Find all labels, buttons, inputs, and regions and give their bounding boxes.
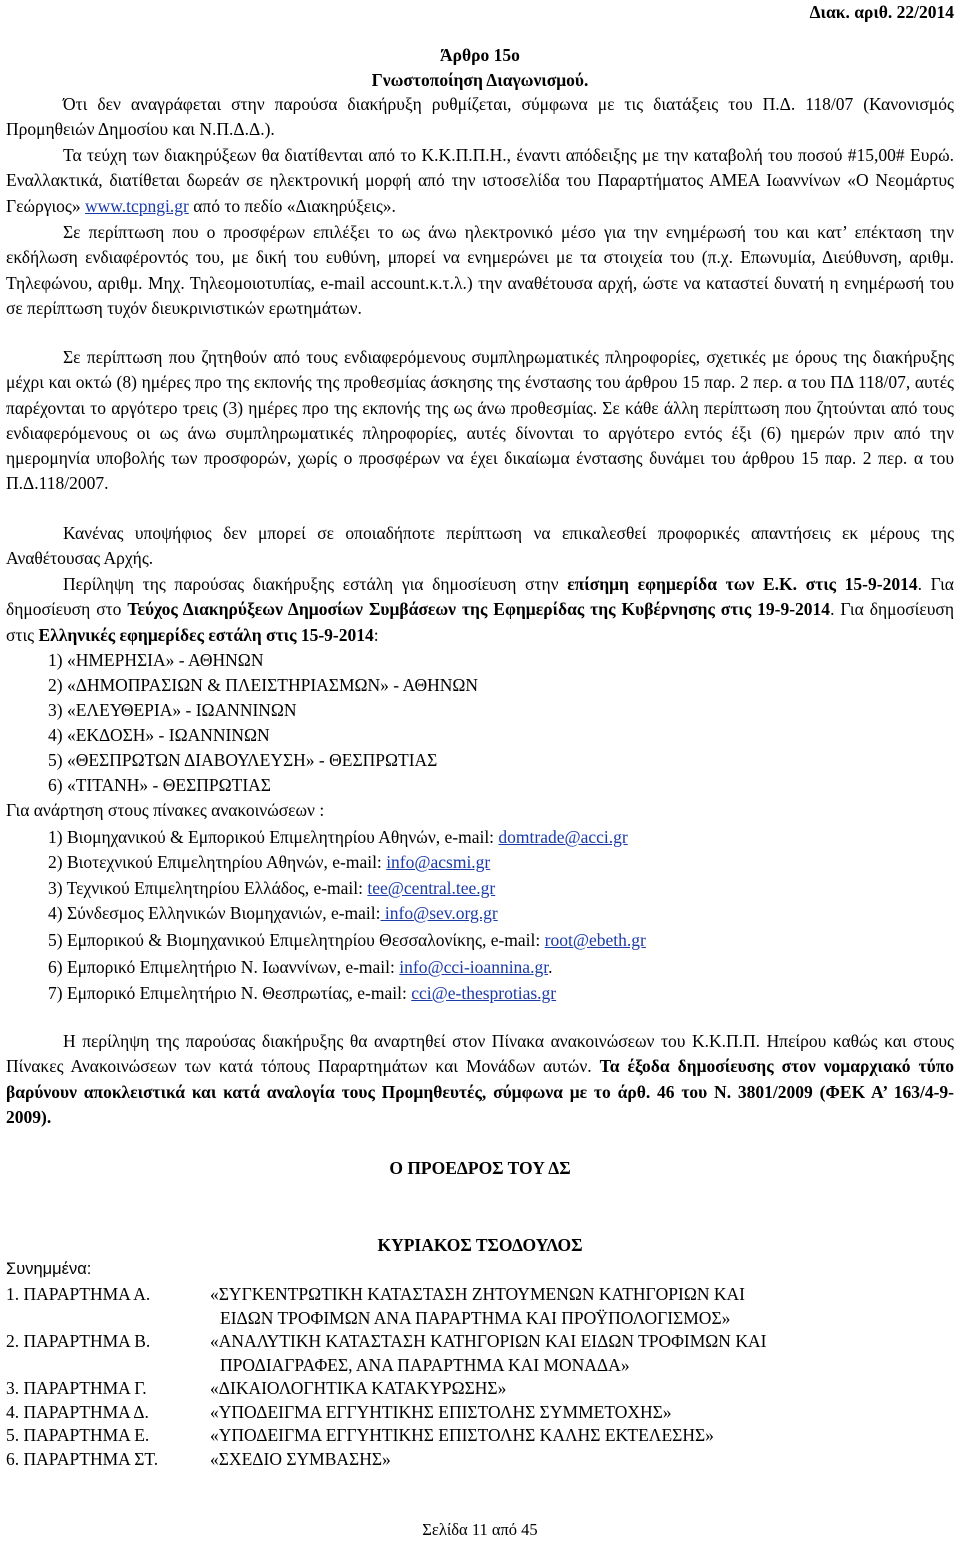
email-link[interactable]: info@acsmi.gr: [386, 852, 491, 872]
list-item: 2. ΠΑΡΑΡΤΗΜΑ Β. «ΑΝΑΛΥΤΙΚΗ ΚΑΤΑΣΤΑΣΗ ΚΑΤΗΓΟΡΙΩΝ ΚΑΙ ΕΙΔΩΝ ΤΡΟΦΙΜΩΝ ΚΑΙ ΠΡΟΔΙΑΓΡΑΦΕΣ, ΑΝΑ ΠΑΡΑΡΤΗΜΑ ΚΑΙ ΜΟΝΑΔΑ»: [6, 1331, 767, 1375]
paragraph-posting: Η περίληψη της παρούσας διακήρυξης θα αναρτηθεί στον Πίνακα ανακοινώσεων του Κ.Κ.Π.Π. Ηπείρου καθώς και στους Πίνακες Ανακοινώσεων των κατά τόπους Παραρτημάτων και Μονάδων αυτών. Τα έξοδα δημοσίευσης στον νομαρχιακό τύπο βαρύνουν αποκλειστικά και κατά αναλογία τους Προμηθευτές, σύμφωνα με το άρθ. 46 του Ν. 3801/2009 (ΦΕΚ Α’ 163/4-9-2009).: [6, 1031, 955, 1127]
list-item: 1) «ΗΜΕΡΗΣΙΑ» - ΑΘΗΝΩΝ: [48, 650, 264, 670]
email-link[interactable]: root@ebeth.gr: [544, 930, 646, 950]
paragraph-electronic: Σε περίπτωση που ο προσφέρων επιλέξει το ως άνω ηλεκτρονικό μέσο για την ενημέρωσή του και κατ’ επέκταση την εκδήλωση ενδιαφέροντός του, με δική του ευθύνη, μπορεί να ενημερώνει με τα στοιχεία του (π.χ. Επωνυμία, Διεύθυνση, αριθμ. Τηλεφώνου, αριθμ. Μηχ. Τηλεομοιοτυπίας, e-mail account.κ.τ.λ.) την αναθέτουσα αρχή, ώστε να καταστεί δυνατή η ενημέρωσή του σε περίπτωση τυχόν διευκρινιστικών ερωτημάτων.: [6, 222, 954, 318]
list-item: 3. ΠΑΡΑΡΤΗΜΑ Γ. «ΔΙΚΑΙΟΛΟΓΗΤΙΚΑ ΚΑΤΑΚΥΡΩΣΗΣ»: [6, 1378, 507, 1398]
list-item: 5. ΠΑΡΑΡΤΗΜΑ Ε. «ΥΠΟΔΕΙΓΜΑ ΕΓΓΥΗΤΙΚΗΣ ΕΠΙΣΤΟΛΗΣ ΚΑΛΗΣ ΕΚΤΕΛΕΣΗΣ»: [6, 1425, 714, 1445]
list-item: 6) Εμπορικό Επιμελητήριο Ν. Ιωαννίνων, e-mail: info@cci-ioannina.gr.: [48, 957, 553, 977]
paragraph-clarifications: Σε περίπτωση που ζητηθούν από τους ενδιαφερόμενους συμπληρωματικές πληροφορίες, σχετικές με όρους της διακήρυξης μέχρι και οκτώ (8) ημέρες προ της εκπονής της προθεσμίας άσκησης της ένστασης του άρθρου 15 παρ. 2 περ. α του ΠΔ 118/07, αυτές παρέχονται το αργότερο τρεις (3) ημέρες προ της εκπονής της ως άνω προθεσμίας. Σε κάθε άλλη περίπτωση που ζητούνται από τους ενδιαφερόμενους οι ως άνω συμπληρωματικές πληροφορίες, αυτές δίνονται το αργότερο εντός έξι (6) ημερών πριν από την ημερομηνία υποβολής των προσφορών, χωρίς ο προσφέρων να έχει δικαίωμα ένστασης δυνάμει του άρθρου 15 παρ. 2 περ. α του Π.Δ.118/2007.: [6, 347, 954, 494]
paragraph-documents: Τα τεύχη των διακηρύξεων θα διατίθενται από το Κ.Κ.Π.Π.Η., έναντι απόδειξης με την καταβολή του ποσού #15,00# Ευρώ. Εναλλακτικά, διατίθεται δωρεάν σε ηλεκτρονική μορφή από την ιστοσελίδα του Παραρτήματος ΑΜΕΑ Ιωαννίνων «Ο Νεομάρτυς Γεώργιος» www.tcpngi.gr από το πεδίο «Διακηρύξεις».: [6, 145, 954, 216]
article-title: Άρθρο 15ο: [440, 45, 520, 65]
list-item: 6. ΠΑΡΑΡΤΗΜΑ ΣΤ. «ΣΧΕΔΙΟ ΣΥΜΒΑΣΗΣ»: [6, 1448, 391, 1469]
list-item: 3) «ΕΛΕΥΘΕΡΙΑ» - ΙΩΑΝΝΙΝΩΝ: [48, 700, 297, 720]
email-link[interactable]: domtrade@acci.gr: [498, 827, 628, 847]
list-item: 1. ΠΑΡΑΡΤΗΜΑ Α. «ΣΥΓΚΕΝΤΡΩΤΙΚΗ ΚΑΤΑΣΤΑΣΗ ΖΗΤΟΥΜΕΝΩΝ ΚΑΤΗΓΟΡΙΩΝ ΚΑΙ ΕΙΔΩΝ ΤΡΟΦΙΜΩΝ ΑΝΑ ΠΑΡΑΡΤΗΜΑ ΚΑΙ ΠΡΟΫΠΟΛΟΓΙΣΜΟΣ»: [6, 1284, 745, 1328]
email-link[interactable]: info@sev.org.gr: [380, 903, 498, 923]
email-link[interactable]: info@cci-ioannina.gr: [399, 957, 549, 977]
doc-reference: Διακ. αριθ. 22/2014: [809, 2, 954, 22]
list-item: 2) «ΔΗΜΟΠΡΑΣΙΩΝ & ΠΛΕΙΣΤΗΡΙΑΣΜΩΝ» - ΑΘΗΝΩΝ: [48, 675, 479, 695]
list-item: 1) Βιομηχανικού & Εμπορικού Επιμελητηρίου Αθηνών, e-mail: domtrade@acci.gr: [48, 827, 628, 847]
list-item: 4. ΠΑΡΑΡΤΗΜΑ Δ. «ΥΠΟΔΕΙΓΜΑ ΕΓΓΥΗΤΙΚΗΣ ΕΠΙΣΤΟΛΗΣ ΣΥΜΜΕΤΟΧΗΣ»: [6, 1401, 672, 1422]
paragraph-publication: Περίληψη της παρούσας διακήρυξης εστάλη για δημοσίευση στην επίσημη εφημερίδα των Ε.Κ. στις 15-9-2014. Για δημοσίευση στο Τεύχος Διακηρύξεων Δημοσίων Συμβάσεων της Εφημερίδας της Κυβέρνησης στις 19-9-2014. Για δημοσίευση στις Ελληνικές εφημερίδες εστάλη στις 15-9-2014:: [6, 574, 954, 645]
signature-name: ΚΥΡΙΑΚΟΣ ΤΣΟΔΟΥΛΟΣ: [377, 1235, 583, 1255]
list-item: 2) Βιοτεχνικού Επιμελητηρίου Αθηνών, e-mail: info@acsmi.gr: [48, 852, 491, 872]
annexes-list: [6, 1283, 954, 1471]
paragraph-no-oral: Κανένας υποψήφιος δεν μπορεί σε οποιαδήποτε περίπτωση να επικαλεσθεί προφορικές απαντήσεις εκ μέρους της Αναθέτουσας Αρχής.: [6, 523, 954, 569]
list-item: 5) Εμπορικού & Βιομηχανικού Επιμελητηρίου Θεσσαλονίκης, e-mail: root@ebeth.gr: [48, 930, 646, 950]
list-item: 4) «ΕΚΔΟΣΗ» - ΙΩΑΝΝΙΝΩΝ: [48, 725, 270, 745]
signature-role: Ο ΠΡΟΕΔΡΟΣ ΤΟΥ ΔΣ: [389, 1158, 571, 1178]
annexes-label: Συνημμένα:: [6, 1260, 92, 1278]
list-item: 3) Τεχνικού Επιμελητηρίου Ελλάδος, e-mail: tee@central.tee.gr: [48, 878, 496, 898]
email-link[interactable]: cci@e-thesprotias.gr: [411, 983, 557, 1003]
list-item: 4) Σύνδεσμος Ελληνικών Βιομηχανιών, e-mail: info@sev.org.gr: [48, 903, 498, 923]
list-item: 7) Εμπορικό Επιμελητήριο Ν. Θεσπρωτίας, e-mail: cci@e-thesprotias.gr: [48, 983, 557, 1003]
list-item: 5) «ΘΕΣΠΡΩΤΩΝ ΔΙΑΒΟΥΛΕΥΣΗ» - ΘΕΣΠΡΩΤΙΑΣ: [48, 750, 438, 770]
article-subtitle: Γνωστοποίηση Διαγωνισμού.: [371, 70, 589, 90]
page-number: Σελίδα 11 από 45: [422, 1520, 538, 1539]
website-link[interactable]: www.tcpngi.gr: [84, 195, 189, 216]
boards-intro: Για ανάρτηση στους πίνακες ανακοινώσεων :: [6, 800, 325, 820]
email-link[interactable]: tee@central.tee.gr: [367, 878, 496, 898]
list-item: 6) «ΤΙΤΑΝΗ» - ΘΕΣΠΡΩΤΙΑΣ: [48, 775, 271, 795]
paragraph-regulation: Ότι δεν αναγράφεται στην παρούσα διακήρυξη ρυθμίζεται, σύμφωνα με τις διατάξεις του Π.Δ. 118/07 (Κανονισμός Προμηθειών Δημοσίου και Ν.Π.Δ.Δ.).: [6, 94, 954, 140]
